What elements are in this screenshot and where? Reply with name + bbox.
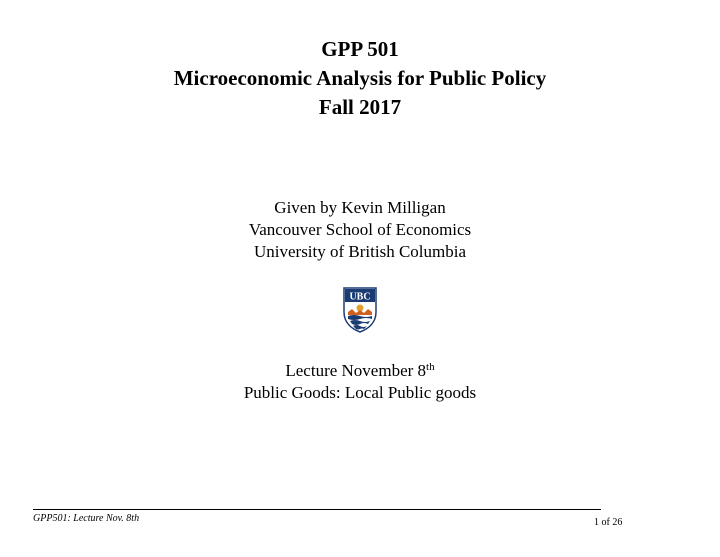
lecture-block [0,360,720,404]
given-by: Given by Kevin Milligan [274,198,446,217]
course-code: GPP 501 [321,37,399,61]
ubc-crest-icon [342,286,378,334]
footer-divider [33,509,601,510]
lecture-date-text: Lecture November 8 [285,361,427,380]
course-title: Microeconomic Analysis for Public Policy [173,66,547,90]
page-number: 1 of 26 [594,517,623,528]
footer-lecture-label: GPP501: Lecture Nov. 8th [33,513,140,524]
lecture-date [0,360,720,382]
school-name: Vancouver School of Economics [248,220,472,239]
lecture-date-suffix: th [426,361,435,373]
university-name: University of British Columbia [253,242,467,261]
course-term: Fall 2017 [318,95,402,119]
instructor-block [0,197,720,263]
lecture-topic: Public Goods: Local Public goods [243,383,477,402]
title-block [0,35,720,122]
logo-text: UBC [349,291,371,303]
